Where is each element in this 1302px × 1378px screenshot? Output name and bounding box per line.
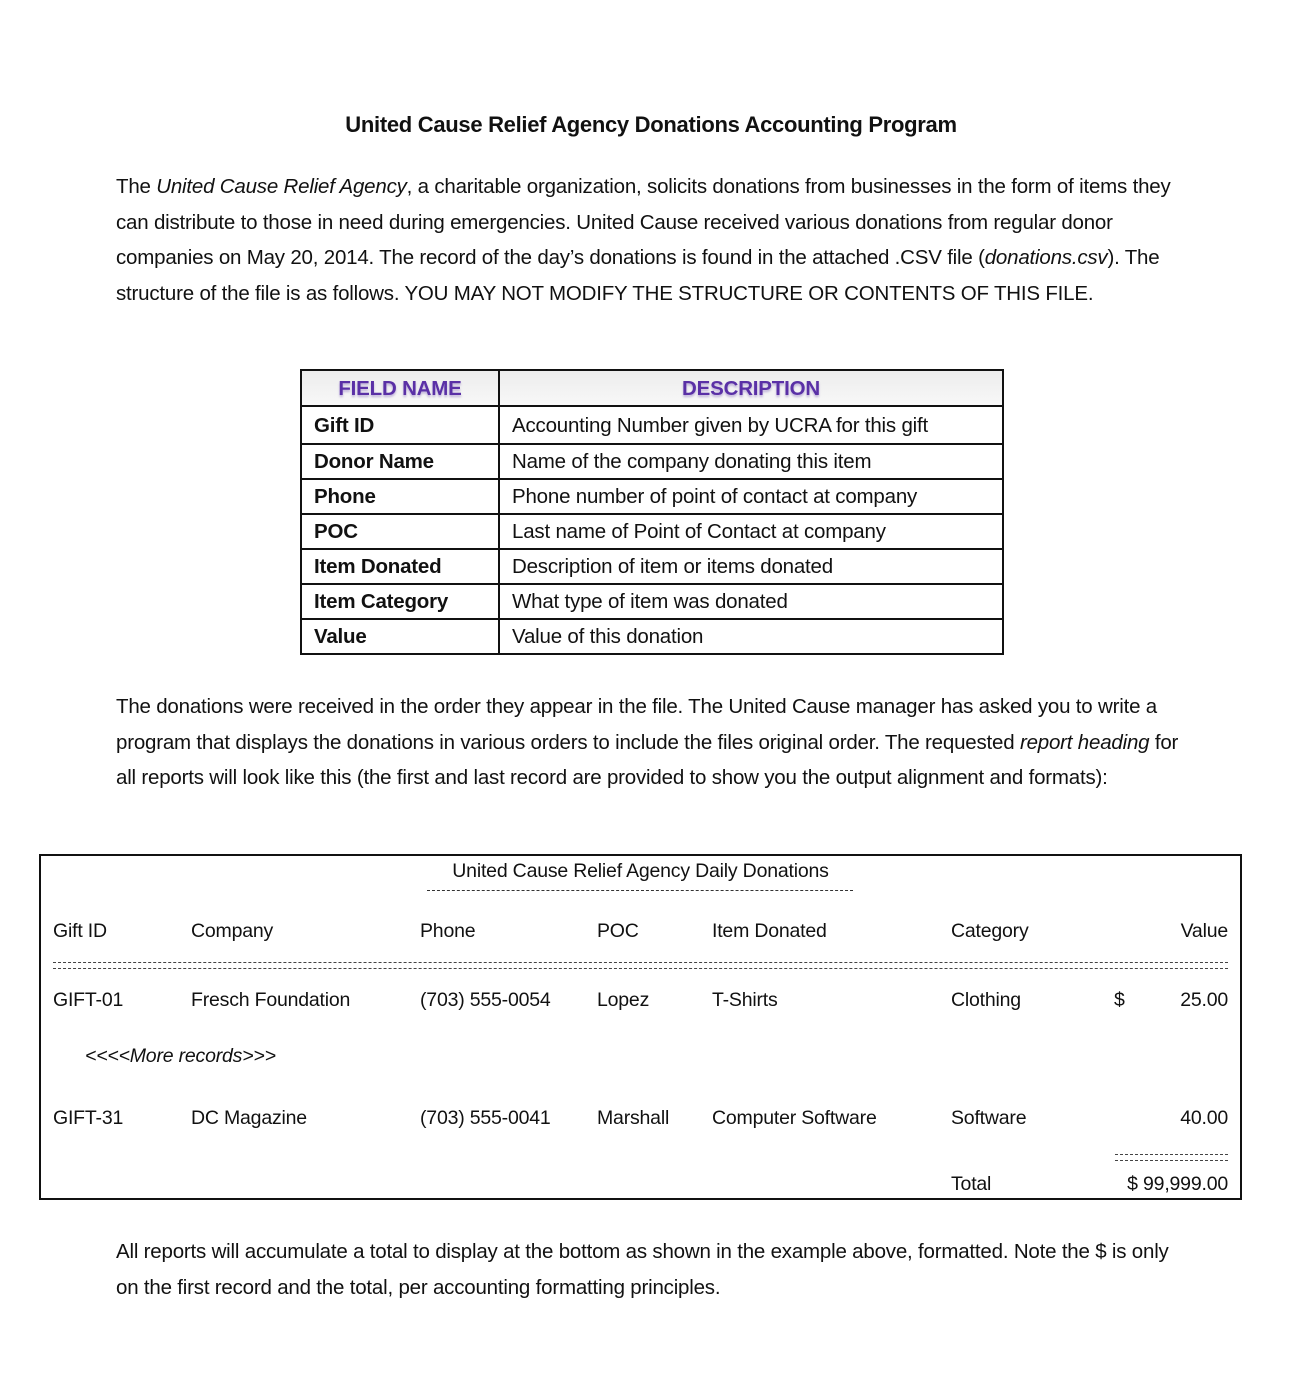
field-name: Item Donated [301, 549, 499, 584]
organization-name: United Cause Relief Agency [156, 175, 407, 198]
report-instructions-paragraph [116, 689, 1196, 796]
col-header-gift-id: Gift ID [53, 920, 107, 942]
report-heading-term: report heading [1019, 730, 1150, 754]
header-double-rule [53, 962, 1228, 969]
field-name: Gift ID [301, 406, 499, 444]
col-header-company: Company [191, 920, 274, 942]
table-header-row [301, 370, 1003, 406]
instructions-text: The donations were received in the order they appear in the file. The United Cause manager has asked you to write a program that displays the donations in various orders to include the files original order. The requested [116, 695, 1157, 754]
field-description: Accounting Number given by UCRA for this gift [499, 406, 1003, 444]
field-name: Item Category [301, 584, 499, 619]
record-phone: (703) 555-0054 [420, 989, 551, 1011]
field-description: Name of the company donating this item [499, 444, 1003, 479]
table-row [301, 619, 1003, 654]
document-title: United Cause Relief Agency Donations Accounting Program [345, 112, 957, 137]
record-category: Clothing [951, 989, 1021, 1011]
header-description: DESCRIPTION [499, 370, 1003, 406]
record-poc: Marshall [597, 1107, 670, 1129]
intro-text: The [116, 175, 157, 198]
table-row [301, 406, 1003, 444]
title-dashed-rule [427, 890, 853, 891]
field-structure-table [300, 369, 1004, 655]
table-row [301, 444, 1003, 479]
sample-report-box [39, 854, 1242, 1200]
record-company: DC Magazine [191, 1107, 307, 1129]
record-poc: Lopez [597, 989, 650, 1011]
field-name: Value [301, 619, 499, 654]
record-gift-id: GIFT-31 [53, 1107, 124, 1129]
intro-text: ). The structure of the file is as follows. YOU MAY NOT MODIFY THE STRUCTURE OR CONTENTS OF THIS FILE. [116, 246, 1160, 305]
field-name: POC [301, 514, 499, 549]
field-name: Phone [301, 479, 499, 514]
field-description: Phone number of point of contact at company [499, 479, 1003, 514]
total-value: $ 99,999.00 [1127, 1173, 1228, 1195]
field-description: What type of item was donated [499, 584, 1003, 619]
intro-paragraph [116, 169, 1196, 311]
record-currency-symbol: $ [1114, 989, 1125, 1011]
record-value: 25.00 [1180, 989, 1228, 1011]
record-value: 40.00 [1180, 1107, 1228, 1129]
total-double-rule [1115, 1154, 1228, 1161]
report-title: United Cause Relief Agency Daily Donations [452, 860, 829, 882]
file-name: donations.csv [984, 246, 1108, 269]
record-item: T-Shirts [712, 989, 778, 1011]
more-records-placeholder: <<<<More records>>> [85, 1045, 276, 1067]
table-row [301, 479, 1003, 514]
col-header-phone: Phone [420, 920, 476, 942]
field-description: Last name of Point of Contact at company [499, 514, 1003, 549]
total-label: Total [951, 1173, 992, 1195]
table-row [301, 549, 1003, 584]
record-company: Fresch Foundation [191, 989, 351, 1011]
col-header-item-donated: Item Donated [712, 920, 827, 942]
col-header-value: Value [1180, 920, 1228, 942]
record-gift-id: GIFT-01 [53, 989, 124, 1011]
table-row [301, 514, 1003, 549]
record-category: Software [951, 1107, 1027, 1129]
field-name: Donor Name [301, 444, 499, 479]
closing-paragraph: All reports will accumulate a total to display at the bottom as shown in the example above, formatted. Note the $ is only on the first record and the total, per accounting formatting principles. [116, 1240, 1169, 1299]
field-description: Value of this donation [499, 619, 1003, 654]
intro-text: , a charitable organization, solicits donations from businesses in the form of items they can distribute to those in need during emergencies. United Cause received various donations from regular donor companies on May 20, 2014. The record of the day’s donations is found in the attached .CSV file ( [116, 175, 1171, 269]
record-phone: (703) 555-0041 [420, 1107, 551, 1129]
table-row [301, 584, 1003, 619]
header-field-name: FIELD NAME [301, 370, 499, 406]
col-header-poc: POC [597, 920, 639, 942]
field-description: Description of item or items donated [499, 549, 1003, 584]
instructions-text: for all reports will look like this (the first and last record are provided to show you the output alignment and formats): [116, 730, 1179, 789]
col-header-category: Category [951, 920, 1029, 942]
record-item: Computer Software [712, 1107, 877, 1129]
